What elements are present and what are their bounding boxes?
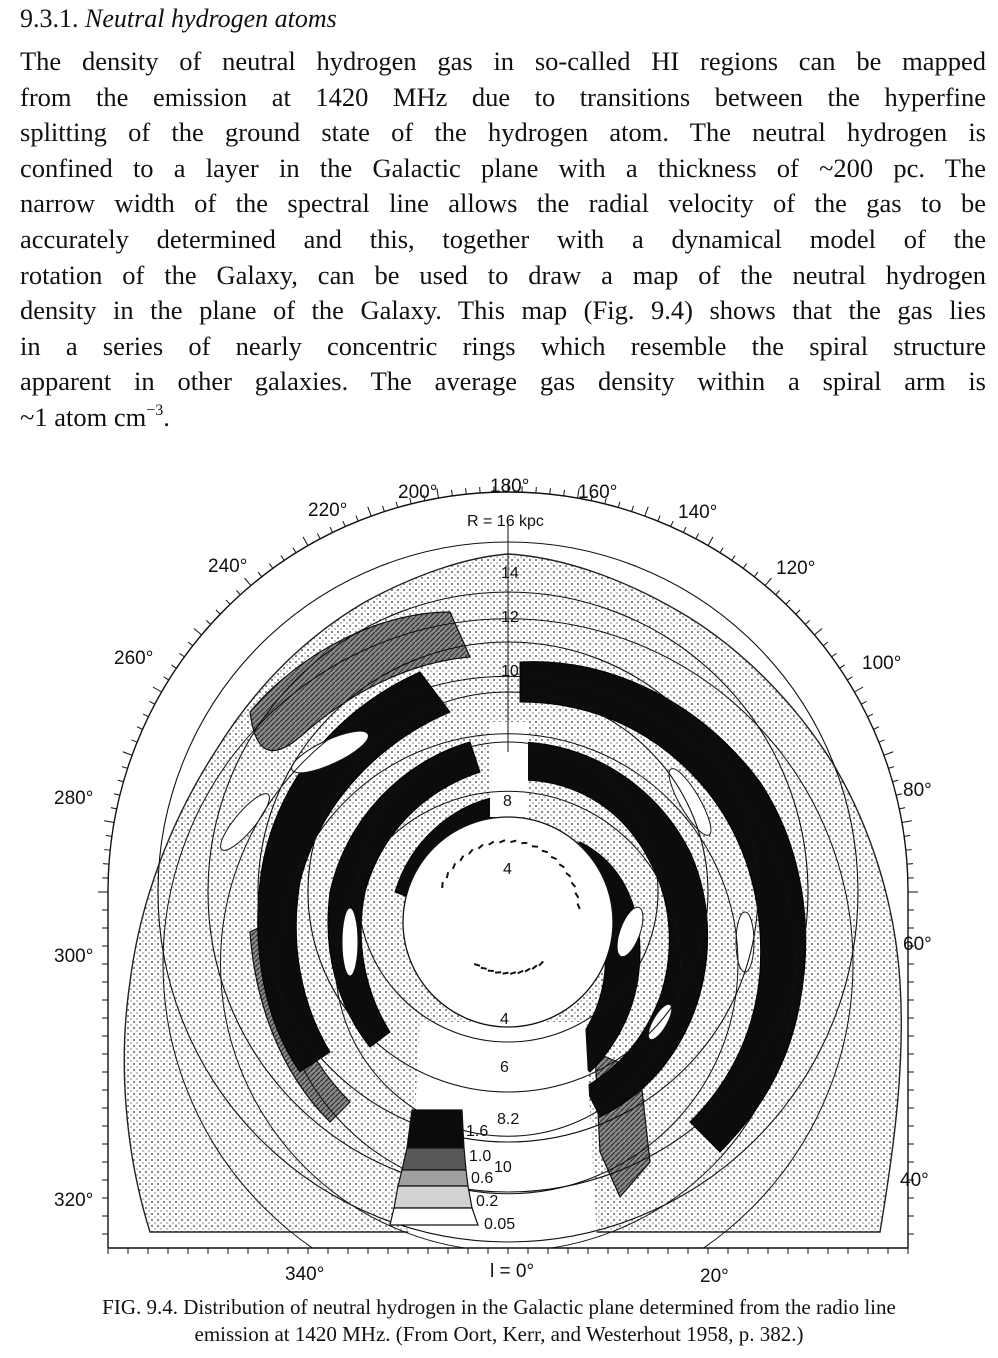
rim-tick (906, 850, 912, 851)
rim-tick (143, 714, 148, 717)
longitude-label: 320° (54, 1190, 94, 1211)
rim-tick (854, 687, 863, 692)
rim-tick (776, 590, 780, 594)
rim-tick (868, 714, 873, 717)
body-paragraph (20, 44, 986, 436)
legend-swatch (394, 1186, 472, 1208)
lower-radius-label: 4 (500, 1011, 509, 1028)
radius-label: 8 (503, 793, 512, 810)
radius-label: 10 (501, 663, 519, 680)
rim-tick (732, 555, 735, 560)
rotation-arrow (503, 973, 509, 974)
radius-label: 4 (503, 861, 512, 878)
caption-line: FIG. 9.4. Distribution of neutral hydrogen in the Galactic plane determined from the radio line (102, 1295, 896, 1319)
rim-tick (904, 835, 910, 836)
rotation-arrow (510, 841, 516, 842)
rim-tick (123, 752, 132, 755)
longitude-label: 40° (900, 1170, 929, 1191)
density-exponent: −3 (146, 401, 164, 419)
rim-tick (194, 628, 202, 634)
legend-swatch (390, 1208, 478, 1225)
rim-tick (164, 677, 169, 680)
rim-tick (743, 564, 747, 569)
rim-tick (293, 548, 296, 553)
rim-tick (899, 808, 905, 809)
rim-tick (180, 653, 185, 657)
longitude-label: 260° (114, 648, 154, 669)
rim-tick (111, 808, 117, 809)
rim-tick (150, 701, 155, 704)
center-longitude-label: l = 0° (490, 1261, 535, 1282)
rim-tick (368, 507, 371, 516)
rim-tick (303, 537, 308, 546)
rim-tick (317, 534, 320, 539)
rim-tick (902, 821, 912, 823)
section-number: 9.3.1. (20, 4, 79, 33)
rotation-arrow (481, 968, 487, 969)
rim-tick (847, 677, 852, 680)
rim-tick (466, 488, 467, 494)
longitude-label: 240° (208, 556, 248, 577)
rim-tick (258, 572, 262, 577)
galactic-center-circle (403, 817, 613, 1027)
legend-label: 1.0 (469, 1148, 492, 1165)
paragraph-line: The density of neutral hydrogen gas in so-called HI regions can be mapped (20, 46, 986, 76)
longitude-label: 200° (398, 482, 438, 503)
rim-tick (269, 564, 273, 569)
section-heading (20, 2, 337, 36)
rotation-arrow (447, 872, 448, 878)
rim-tick (104, 850, 110, 851)
paragraph-line: accurately determined and this, together with a dynamical model of the (20, 223, 986, 254)
rim-tick (805, 620, 809, 624)
rim-tick (104, 821, 114, 823)
longitude-label: 340° (285, 1264, 325, 1285)
rim-tick (765, 578, 771, 586)
paragraph-line: splitting of the ground state of the hydrogen atom. The neutral hydrogen is (20, 117, 986, 148)
rim-tick (114, 794, 120, 795)
rim-tick (206, 620, 210, 624)
rim-tick (832, 653, 837, 657)
rim-tick (873, 727, 878, 729)
rim-tick (550, 488, 551, 494)
longitude-label: 280° (54, 788, 94, 809)
rim-tick (216, 610, 220, 614)
section-title: Neutral hydrogen atoms (85, 4, 337, 33)
rim-tick (796, 610, 800, 614)
rim-tick (861, 701, 866, 704)
longitude-label: 160° (578, 482, 618, 503)
figure-caption (0, 1294, 998, 1348)
rim-tick (896, 794, 902, 795)
radius-label: 14 (501, 565, 519, 582)
rim-tick (708, 537, 713, 546)
legend-label: 0.05 (484, 1216, 516, 1233)
void (736, 912, 754, 972)
rim-tick (383, 506, 385, 512)
rim-tick (879, 740, 885, 742)
longitude-label: 180° (490, 476, 530, 497)
rim-tick (632, 506, 634, 512)
legend-label: 1.6 (466, 1123, 489, 1140)
paragraph-last-line (20, 400, 986, 436)
rim-tick (122, 767, 128, 769)
rim-tick (658, 516, 660, 522)
longitude-label: 120° (776, 558, 816, 579)
rim-tick (683, 527, 686, 532)
rim-tick (356, 516, 358, 522)
rim-tick (823, 642, 828, 646)
paragraph-line: confined to a layer in the Galactic plane with a thickness of ~200 pc. The (20, 152, 986, 183)
rim-tick (645, 507, 648, 516)
void (342, 908, 358, 976)
rim-tick (153, 687, 162, 692)
longitude-label: 300° (54, 946, 94, 967)
rim-tick (137, 727, 142, 729)
lower-radius-label: 10 (494, 1159, 512, 1176)
paragraph-line: apparent in other galaxies. The average gas density within a spiral arm is (20, 366, 986, 397)
legend-swatch (402, 1148, 466, 1170)
rim-tick (451, 490, 452, 496)
lower-radius-label: 8.2 (497, 1111, 520, 1128)
paragraph-line: in a series of nearly concentric rings which resemble the spiral structure (20, 330, 986, 361)
longitude-label: 140° (678, 502, 718, 523)
rim-tick (236, 590, 240, 594)
paragraph-line: from the emission at 1420 MHz due to transitions between the hyperfine (20, 81, 986, 112)
rim-tick (814, 628, 822, 634)
legend-swatch (407, 1110, 464, 1148)
legend-swatch (398, 1170, 468, 1186)
hi-density-map (0, 462, 998, 1292)
density-value: ~1 atom cm (20, 401, 147, 432)
rim-tick (671, 521, 673, 526)
lower-radius-label: 6 (500, 1059, 509, 1076)
longitude-label: 80° (903, 780, 932, 801)
rotation-arrow (542, 851, 548, 852)
rim-tick (884, 752, 893, 755)
rim-tick (106, 835, 112, 836)
rim-tick (618, 502, 620, 508)
longitude-label: 220° (308, 500, 348, 521)
paragraph-line: density in the plane of the Galaxy. This map (Fig. 9.4) shows that the gas lies (20, 295, 986, 326)
rim-tick (893, 780, 899, 782)
galaxy-hi-map-figure (0, 462, 998, 1292)
rim-tick (564, 490, 565, 496)
longitude-label: 20° (700, 1266, 729, 1287)
longitude-label: 100° (862, 653, 902, 674)
rim-tick (132, 740, 138, 742)
paragraph-line: narrow width of the spectral line allows the radial velocity of the gas to be (20, 188, 986, 219)
rim-tick (720, 548, 723, 553)
outer-radius-label: R = 16 kpc (467, 513, 544, 530)
rim-tick (754, 572, 758, 577)
rim-tick (188, 642, 193, 646)
rim-tick (226, 600, 230, 604)
rim-tick (888, 767, 894, 769)
rim-tick (118, 780, 124, 782)
legend-label: 0.6 (471, 1170, 494, 1187)
rim-tick (786, 600, 790, 604)
radius-label: 12 (501, 609, 519, 626)
rim-tick (696, 534, 699, 539)
caption-line: emission at 1420 MHz. (From Oort, Kerr, and Westerhout 1958, p. 382.) (194, 1322, 804, 1346)
rim-tick (244, 578, 250, 586)
rim-tick (330, 527, 333, 532)
rim-tick (343, 521, 345, 526)
longitude-label: 60° (903, 934, 932, 955)
paragraph-line: rotation of the Galaxy, can be used to draw a map of the neutral hydrogen (20, 259, 986, 290)
legend-label: 0.2 (476, 1193, 499, 1210)
sentence-end: . (163, 401, 170, 432)
rim-tick (281, 555, 284, 560)
rim-tick (171, 665, 176, 668)
rim-tick (840, 665, 845, 668)
